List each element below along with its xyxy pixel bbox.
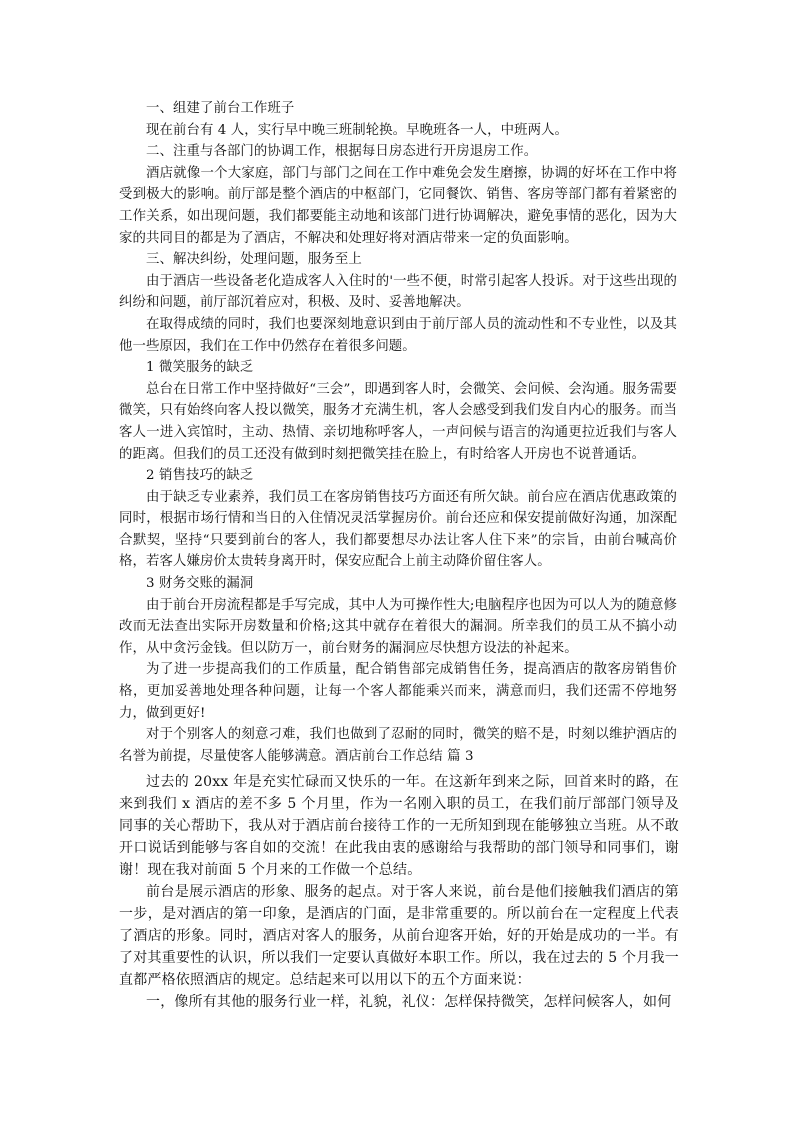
heading-dispute-handling: 三、解决纠纷，处理问题，服务至上 bbox=[146, 252, 362, 268]
paragraph-dispute-handling: 由于酒店一些设备老化造成客人入住时的'一些不便，时常引起客人投诉。对于这些出现的纠纷和问题，前厅部沉着应对，积极、及时、妥善地解决。 bbox=[119, 273, 677, 311]
paragraph-coordination: 酒店就像一个大家庭，部门与部门之间在工作中难免会发生磨擦，协调的好坏在工作中将受到极大的影响。前厅部是整个酒店的中枢部门，它同餐饮、销售、客房等部门都有着紧密的工作关系，如出现问题，我们都要能主动地和该部门进行协调解决，避免事情的恶化，因为大家的共同目的都是为了酒店，不解决和处理好将对酒店带来一定的负面影响。 bbox=[119, 165, 677, 246]
section-annual-summary bbox=[119, 771, 679, 1013]
heading-front-desk-team: 一、组建了前台工作班子 bbox=[146, 101, 295, 116]
heading-coordination: 二、注重与各部门的协调工作，根据每日房态进行开房退房工作。 bbox=[146, 144, 538, 160]
paragraph-sales-skills: 由于缺乏专业素养，我们员工在客房销售技巧方面还有所欠缺。前台应在酒店优惠政策的同时，根据市场行情和当日的入住情况灵活掌握房价。前台还应和保安提前做好沟通，加深配合默契，坚持“只要到前台的客人，我们都要想尽办法让客人住下来”的宗旨，由前台喊高价格，若客人嫌房价太贵转身离开时，保安应配合上前主动降价留住客人。 bbox=[119, 489, 677, 570]
section-front-desk-summary bbox=[119, 98, 677, 767]
heading-finance-loophole: 3 财务交账的漏洞 bbox=[146, 576, 254, 592]
paragraph-staffing: 现在前台有 4 人，实行早中晚三班制轮换。早晚班各一人，中班两人。 bbox=[146, 122, 569, 138]
paragraph-year-review: 过去的 20xx 年是充实忙碌而又快乐的一年。在这新年到来之际，回首来时的路，在来到我们 x 酒店的差不多 5 个月里，作为一名刚入职的员工，在我们前厅部部门领导及同事的关心帮助下，我从对于酒店前台接待工作的一无所知到现在能够独立当班。从不敢开口说话到能够与客自如的交流！在此我由衷的感谢给与我帮助的部门领导和同事们，谢谢！现在我对前面 5 个月来的工作做一个总结。 bbox=[119, 774, 679, 878]
paragraph-improvement: 为了进一步提高我们的工作质量，配合销售部完成销售任务，提高酒店的散客房销售价格，更加妥善地处理各种问题，让每一个客人都能乘兴而来，满意而归，我们还需不停地努力，做到更好! bbox=[119, 662, 677, 721]
paragraph-finance-loophole: 由于前台开房流程都是手写完成，其中人为可操作性大;电脑程序也因为可以人为的随意修改而无法查出实际开房数量和价格;这其中就存在着很大的漏洞。所幸我们的员工从不搞小动作，从中贪污金钱。但以防万一，前台财务的漏洞应尽快想方设法的补起来。 bbox=[119, 597, 677, 656]
paragraph-problems-intro: 在取得成绩的同时，我们也要深刻地意识到由于前厅部人员的流动性和不专业性，以及其他一些原因，我们在工作中仍然存在着很多问题。 bbox=[119, 316, 677, 354]
paragraph-patience: 对于个别客人的刻意刁难，我们也做到了忍耐的同时，微笑的赔不是，时刻以维护酒店的名誉为前提，尽量使客人能够满意。酒店前台工作总结 篇 3 bbox=[119, 727, 677, 764]
heading-smile-service: 1 微笑服务的缺乏 bbox=[146, 360, 254, 376]
paragraph-smile-service: 总台在日常工作中坚持做好“三会”，即遇到客人时，会微笑、会问候、会沟通。服务需要微笑，只有始终向客人投以微笑，服务才充满生机，客人会感受到我们发自内心的服务。而当客人一进入宾馆时，主动、热情、亲切地称呼客人，一声问候与语言的沟通更拉近我们与客人的距离。但我们的员工还没有做到时刻把微笑挂在脸上，有时给客人开房也不说普通话。 bbox=[119, 381, 677, 462]
paragraph-etiquette: 一，像所有其他的服务行业一样，礼貌，礼仪：怎样保持微笑，怎样问候客人，如何 bbox=[146, 994, 672, 1010]
paragraph-front-desk-image: 前台是展示酒店的形象、服务的起点。对于客人来说，前台是他们接触我们酒店的第一步，是对酒店的第一印象，是酒店的门面，是非常重要的。所以前台在一定程度上代表了酒店的形象。同时，酒店对客人的服务，从前台迎客开始，好的开始是成功的一半。有了对其重要性的认识，所以我们一定要认真做好本职工作。所以，我在过去的 5 个月我一直都严格依照酒店的规定。总结起来可以用以下的五个方面来说： bbox=[119, 884, 679, 988]
heading-sales-skills: 2 销售技巧的缺乏 bbox=[146, 468, 254, 484]
